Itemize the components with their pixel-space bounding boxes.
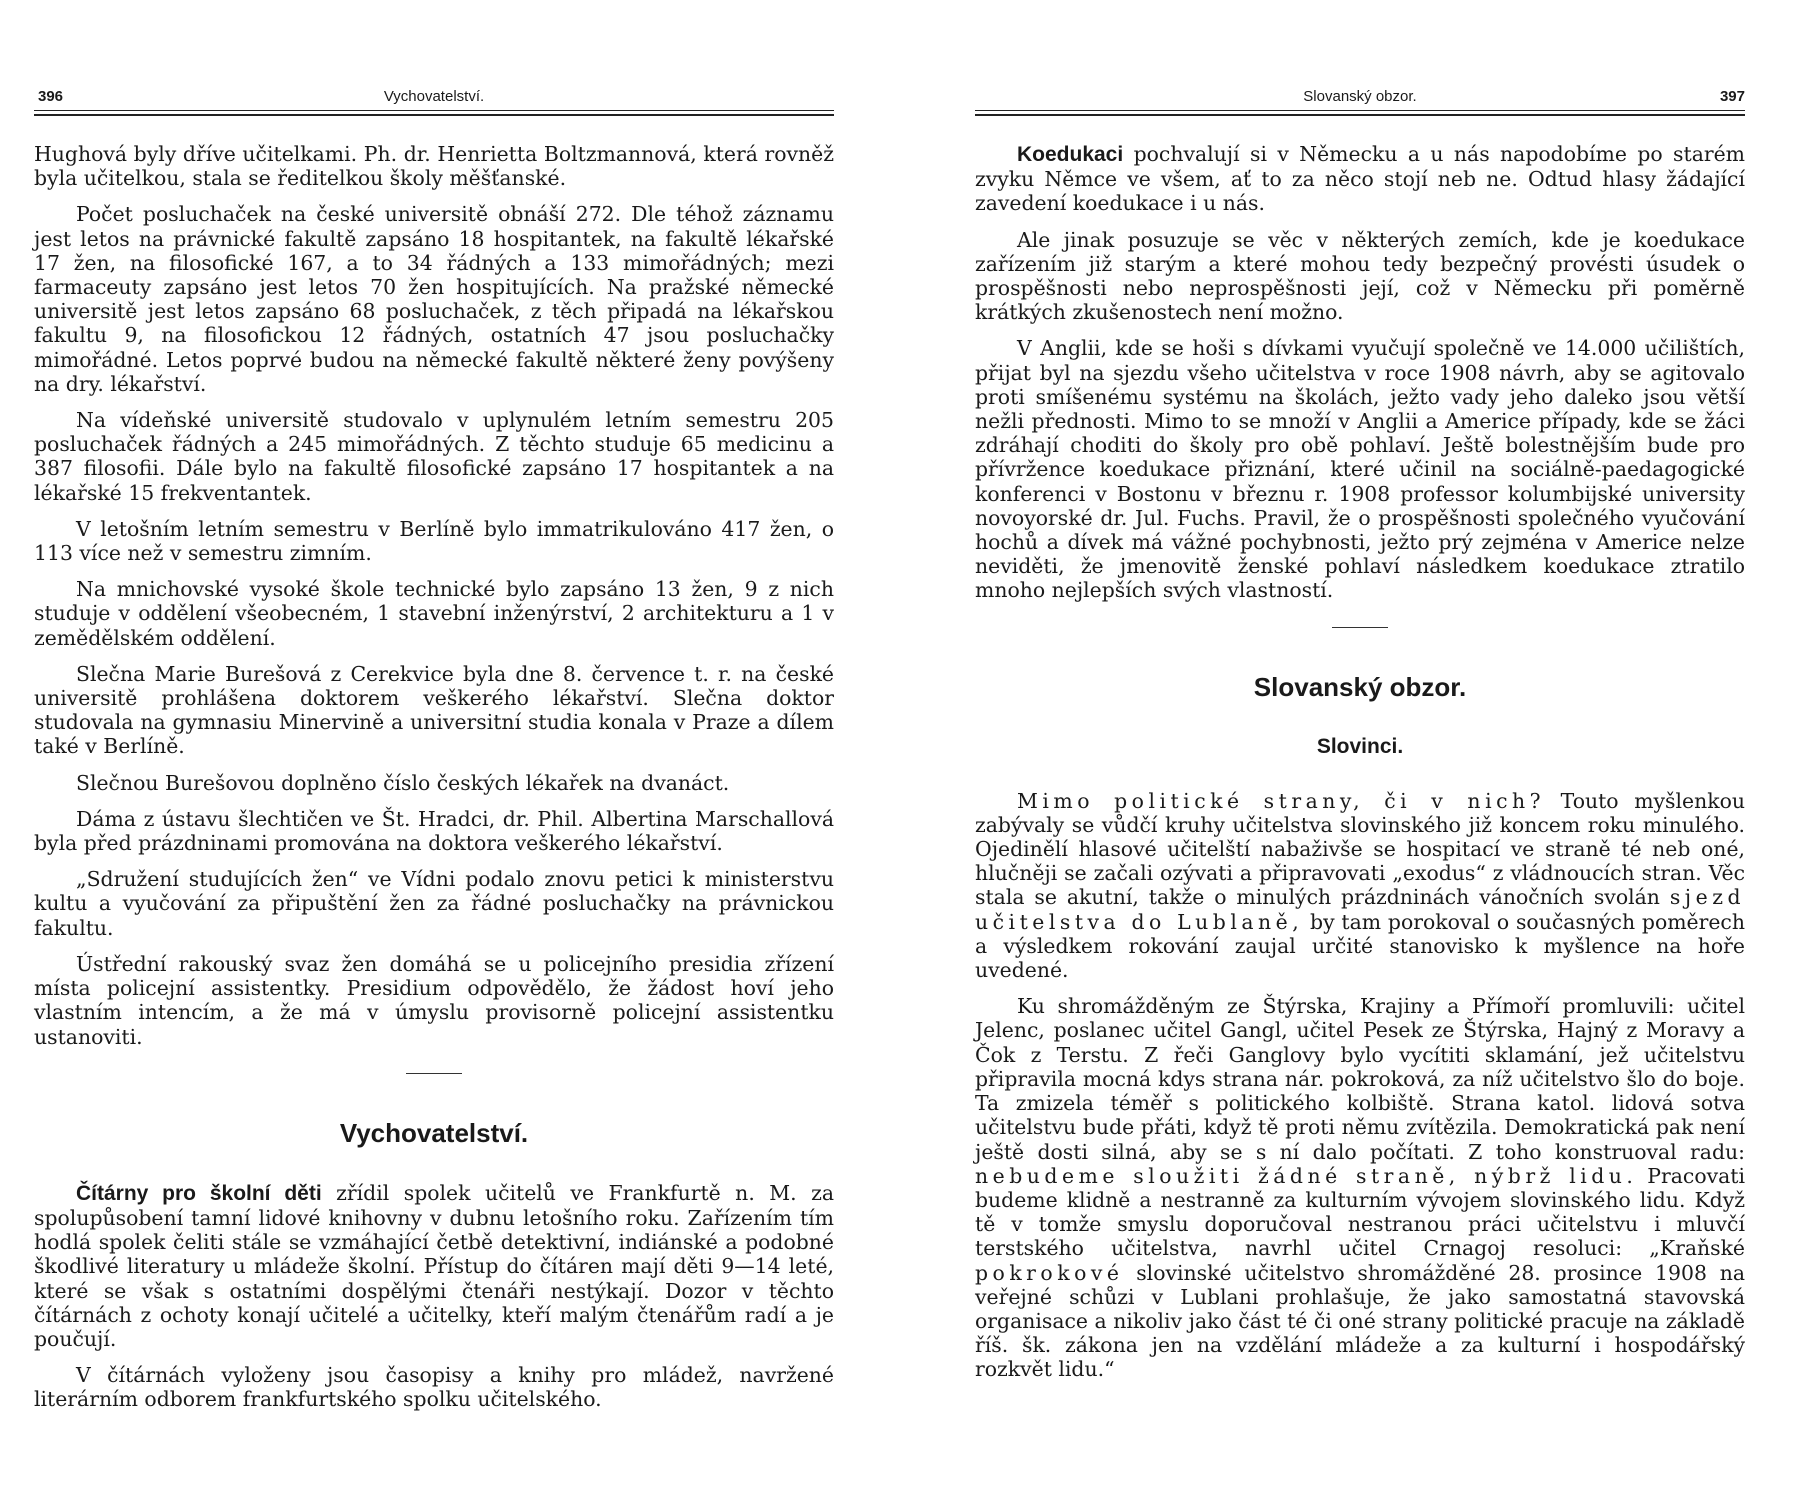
paragraph: Hughová byly dříve učitelkami. Ph. dr. Henrietta Boltzmannová, která rovněž byla učitelkou, stala se ředitelkou školy měšťanské. [34, 142, 834, 191]
paragraph-text: Pracovati budeme klidně a nestranně za kulturním vývojem slovinského lidu. Když tě v tomže smyslu doporučoval nestranou práci učitelstvu i mluvčí terstského učitelstva, navrhl učitel Crnagoj resoluci: „Kraňské [975, 1163, 1745, 1261]
paragraph-text: zřídil spolek učitelů ve Frankfurtě n. M. za spolupůsobení tamní lidové knihovny v dubnu letošního roku. Zařízením tím hodlá spolek čeliti stále se vzmáhající četbě detektivní, indiánské a podobné škodlivé literatury u mládeže školní. Přístup do čítáren mají děti 9—14 leté, které se však s ostatními dospělými čtenáři nestýkají. Dozor v těchto čítárnách z ochoty konají učitelé a učitelky, kteří malým čtenářům radí a je poučují. [34, 1180, 835, 1351]
section-title: Slovanský obzor. [1253, 671, 1467, 702]
running-title: Slovanský obzor. [1303, 88, 1417, 105]
paragraph-text: Ku shromážděným ze Štýrska, Krajiny a Přímoří promluvili: učitel Jelenc, poslanec učitel Gangl, učitel Pesek ze Štýrska, Hajný z Moravy a Čok z Terstu. Z řeči Ganglovy bylo vycítiti sklamání, jež učitelstvu připravila mocná kdys strana nár. pokroková, za níž učitelstvo šlo do boje. Ta zmizela téměř s politického kolbiště. Strana katol. lidová sotva učitelstvu bude přáti, když tě proti němu zvítězila. Demokratická pak není ještě dosti silná, aby se s ní dalo počítati. Z toho konstruoval radu: [975, 994, 1745, 1164]
paragraph: Dáma z ústavu šlechtičen ve Št. Hradci, dr. Phil. Albertina Marschallová byla před prázdninami promována na doktora veškerého lékařství. [34, 806, 834, 856]
section-divider [406, 1073, 462, 1074]
paragraph: Slečnou Burešovou doplněno číslo českých lékařek na dvanáct. [76, 770, 730, 795]
paragraph-text: slovinské učitelstvo shromážděné 28. prosince 1908 na veřejné schůzi v Lublani prohlašuje, že jako samostatná stavovská organisace a nikoliv jako část té či oné strany politické pracuje na základě říš. šk. zákona jen na vzdělání mládeže a za kulturní i hospodářský rozkvět lidu.“ [975, 1260, 1745, 1382]
paragraph: Počet posluchaček na české universitě obnáší 272. Dle téhož záznamu jest letos na právnické fakultě zapsáno 18 hospitantek, na fakultě lékařské 17 žen, na filosofické 167, a to 34 řádných a 133 mimořádných; mezi farmaceuty zapsáno jest letos 70 žen hospitujících. Na pražské německé universitě jest letos zapsáno 68 posluchaček, z těch připadá na lékařskou fakultu 9, na filosofickou 12 řádných, ostatních 47 jsou posluchačky mimořádné. Letos poprvé budou na německé fakultě některé ženy povýšeny na dry. lékařství. [34, 202, 834, 396]
left-running-head [34, 88, 834, 111]
paragraph: V letošním letním semestru v Berlíně bylo immatrikulováno 417 žen, o 113 více než v semestru zimním. [34, 516, 834, 566]
paragraph: Slečna Marie Burešová z Cerekvice byla dne 8. července t. r. na české universitě prohlášena doktorem veškerého lékařství. Slečna doktor studovala na gymnasiu Minervině a universitní studia konala v Praze a dílem také v Berlíně. [34, 661, 834, 759]
spaced-emphasis: Mimo politické strany, či v nich? [1017, 788, 1546, 813]
header-rule [34, 114, 834, 116]
subsection-title: Slovinci. [1316, 734, 1404, 758]
paragraph: V čítárnách vyloženy jsou časopisy a knihy pro mládež, navržené literárním odborem frankfurtského spolku učitelského. [34, 1363, 834, 1412]
run-in-heading: Koedukaci [1017, 143, 1124, 166]
paragraph-text: pochvalují si v Německu a u nás napodobíme po starém zvyku Němce ve všem, ať to za něco stojí neb ne. Odtud hlasy žádající zavedení koedukace i u nás. [975, 142, 1745, 216]
paragraph-text: Touto myšlenkou zabývaly se vůdčí kruhy učitelstva slovinského již koncem roku minulého. Ojedinělí hlasové učitelští nabaživše se hospitací ve straně té neb oné, hlučněji se začali ozývati a připravovati „exodus“ z vládnoucích stran. Věc stala se akutní, takže o minulých prázdninách vánočních svolán [975, 788, 1745, 910]
run-in-heading: Čítárny pro školní děti [76, 1181, 322, 1205]
paragraph: V Anglii, kde se hoši s dívkami vyučují společně ve 14.000 učilištích, přijat byl na sjezdu všeho učitelstva v roce 1908 návrh, aby se agitovalo proti smíšenému systému na školách, ježto vady jeho daleko jsou větší nežli přednosti. Mimo to se množí v Anglii a Americe případy, kde se žáci zdráhají choditi do školy pro obě pohlaví. Ještě bolestnějším bude pro přívržence koedukace přiznání, které učinil na sociálně-paedagogické konferenci v Bostonu v březnu r. 1908 professor kolumbijské university novoyorské dr. Jul. Fuchs. Pravil, že o prospěšnosti společného vyučování hochů a dívek má vážné pochybnosti, ježto prý zejména v Americe nelze neviděti, že jmenovitě ženské pohlaví následkem koedukace ztratilo mnoho nejlepších svých vlastností. [975, 336, 1745, 603]
spaced-emphasis: pokrokové [975, 1260, 1124, 1285]
right-page [975, 88, 1745, 1394]
paragraph: Na vídeňské universitě studovalo v uplynulém letním semestru 205 posluchaček řádných a 245 mimořádných. Z těchto studuje 65 medicinu a 387 filosofii. Dále bylo na fakultě filosofické zapsáno 17 hospitantek a na lékařské 15 frekventantek. [34, 408, 834, 505]
paragraph-citarny [34, 1181, 834, 1351]
spaced-emphasis: nebudeme sloužiti žádné straně, nýbrž lidu. [975, 1163, 1638, 1188]
paragraph-text: by tam porokoval o současných poměrech a výsledkem rokování zaujal určité stanovisko k myšlence na hoře uvedené. [975, 909, 1745, 983]
header-rule [975, 114, 1745, 116]
spaced-emphasis: sjezd učitelstva do Lublaně, [975, 885, 1745, 934]
paragraph-mimo [975, 789, 1745, 983]
paragraph-ku [975, 994, 1745, 1381]
left-page [34, 88, 834, 1424]
paragraph: Ústřední rakouský svaz žen domáhá se u policejního presidia zřízení místa policejní assistentky. Presidium odpovědělo, že žádost hoví jeho vlastním intencím, a že má v úmyslu provisorně policejní assistentku ustanoviti. [34, 951, 834, 1049]
paragraph: Na mnichovské vysoké škole technické bylo zapsáno 13 žen, 9 z nich studuje v oddělení všeobecném, 1 stavební inženýrství, 2 architekturu a 1 v zemědělském oddělení. [34, 577, 834, 650]
page-number: 397 [1719, 88, 1745, 105]
paragraph: Ale jinak posuzuje se věc v některých zemích, kde je koedukace zařízením již starým a které mohou tedy bezpečný provésti úsudek o prospěšnosti nebo neprospěšnosti její, což v Německu při poměrně krátkých zkušenostech není možno. [975, 227, 1745, 325]
running-title: Vychovatelství. [383, 88, 485, 105]
right-running-head [975, 88, 1745, 111]
section-title: Vychovatelství. [339, 1117, 529, 1148]
paragraph: „Sdružení studujících žen“ ve Vídni podalo znovu petici k ministerstvu kultu a vyučování za připuštění žen za řádné posluchačky na právnickou fakultu. [34, 867, 834, 940]
paragraph-koedukaci [975, 142, 1745, 216]
page-number: 396 [38, 88, 64, 105]
section-divider [1332, 627, 1388, 628]
